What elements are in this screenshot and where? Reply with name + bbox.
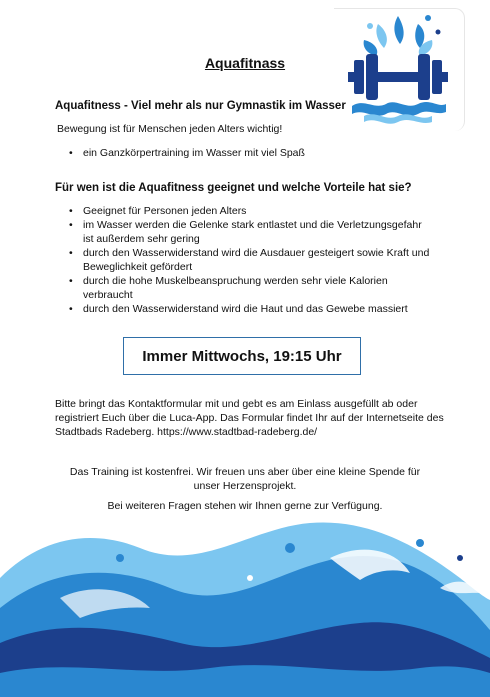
- list-item: • durch die hohe Muskelbeanspruchung werden sehr viele Kalorien verbraucht: [55, 274, 435, 302]
- questions-text: Bei weiteren Fragen stehen wir Ihnen gerne zur Verfügung.: [107, 500, 383, 512]
- page-title: Aquafitnass: [204, 55, 286, 71]
- list-item: • durch den Wasserwiderstand wird die Ausdauer gesteigert sowie Kraft und Beweglichkeit gefördert: [55, 246, 435, 274]
- benefit-list-1: [55, 146, 355, 160]
- section-heading: Für wen ist die Aquafitness geeignet und welche Vorteile hat sie?: [55, 182, 412, 194]
- free-text-line-2: unser Herzensprojekt.: [193, 480, 297, 492]
- list-item: • durch den Wasserwiderstand wird die Haut und das Gewebe massiert: [55, 302, 435, 316]
- intro-text: Bewegung ist für Menschen jeden Alters wichtig!: [57, 123, 283, 135]
- water-wave-graphic: [0, 518, 490, 697]
- subtitle: Aquafitness - Viel mehr als nur Gymnastik im Wasser: [55, 100, 346, 112]
- schedule-text: Immer Mittwochs, 19:15 Uhr: [142, 347, 342, 365]
- free-text-line-1: Das Training ist kostenfrei. Wir freuen uns aber über eine kleine Spende für: [69, 466, 421, 478]
- list-item: • ein Ganzkörpertraining im Wasser mit viel Spaß: [55, 146, 355, 160]
- contact-text: Bitte bringt das Kontaktformular mit und gebt es am Einlass ausgefüllt ab oder registriert Euch über die Luca-App. Das Formular findet Ihr auf der Internetseite des Stadtbads Radeberg. https://www.stadtbad-radeberg.de/: [55, 398, 444, 438]
- list-item: • im Wasser werden die Gelenke stark entlastet und die Verletzungsgefahr ist außerdem sehr gering: [55, 218, 435, 246]
- schedule-box: [123, 337, 361, 375]
- list-item: • Geeignet für Personen jeden Alters: [55, 204, 435, 218]
- benefit-list-2: [55, 204, 435, 316]
